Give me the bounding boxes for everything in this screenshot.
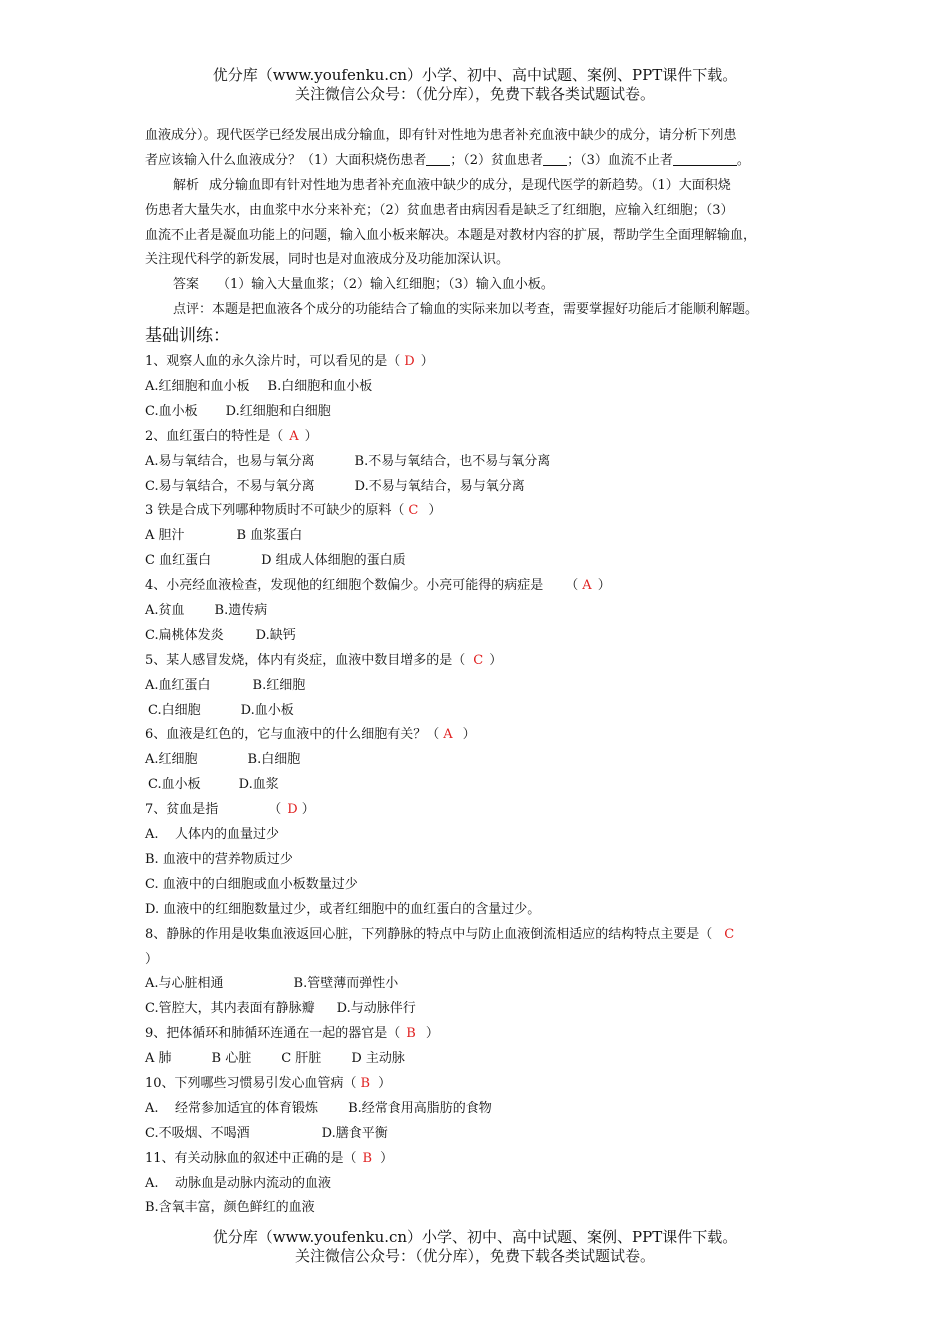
- answer-6: A: [443, 727, 453, 743]
- question-2: 2、血红蛋白的特性是（ A ）: [145, 428, 318, 444]
- answer-5: C: [473, 652, 484, 668]
- question-8: 8、静脉的作用是收集血液返回心脏，下列静脉的特点中与防止血液倒流相适应的结构特点主要是（ C: [145, 926, 735, 942]
- answer-9: B: [406, 1026, 416, 1042]
- options-row: C.扁桃体发炎 D.缺钙: [145, 627, 296, 643]
- intro-line: 血液成分）。现代医学已经发展出成分输血，即有针对性地为患者补充血液中缺少的成分，请分析下列患: [145, 128, 737, 143]
- question-10: 10、下列哪些习惯易引发心血管病（ B ）: [145, 1075, 392, 1091]
- option-line: A. 动脉血是动脉内流动的血液: [145, 1175, 332, 1191]
- answer-line: 答案 （1）输入大量血浆；（2）输入红细胞；（3）输入血小板。: [173, 277, 554, 293]
- options-row: C.血小板 D.血浆: [148, 777, 279, 793]
- question-6: 6、血液是红色的，它与血液中的什么细胞有关？（ A ）: [145, 727, 476, 743]
- blank-2: [543, 152, 567, 166]
- analysis-line: 解析 成分输血即有针对性地为患者补充血液中缺少的成分，是现代医学的新趋势。（1）大面积烧: [173, 177, 731, 193]
- analysis-line: 伤患者大量失水，由血浆中水分来补充；（2）贫血患者由病因看是缺乏了红细胞，应输入红细胞；（3）: [145, 202, 734, 218]
- options-row: A 胆汁 B 血浆蛋白: [145, 528, 303, 544]
- options-row: A 肺 B 心脏 C 肝脏 D 主动脉: [145, 1051, 405, 1067]
- answer-3: C: [408, 503, 419, 519]
- document-body: [145, 124, 820, 1221]
- options-row: A.易与氧结合，也易与氧分离 B.不易与氧结合，也不易与氧分离: [145, 453, 551, 469]
- option-line: C. 血液中的白细胞或血小板数量过少: [145, 876, 358, 892]
- blank-1: [426, 152, 450, 166]
- header-line-2: 关注微信公众号：（优分库），免费下载各类试题试卷。: [294, 85, 655, 103]
- option-line: B.含氧丰富，颜色鲜红的血液: [145, 1200, 315, 1216]
- options-row: A.红细胞 B.白细胞: [145, 752, 301, 768]
- answer-2: A: [289, 428, 299, 444]
- question-8-close: ）: [145, 951, 159, 967]
- question-5: 5、某人感冒发烧，体内有炎症，血液中数目增多的是（ C ）: [145, 652, 503, 668]
- footer-line-2: 关注微信公众号：（优分库），免费下载各类试题试卷。: [294, 1247, 655, 1265]
- header-line-1: 优分库（www.youfenku.cn）小学、初中、高中试题、案例、PPT课件下载。: [212, 66, 738, 84]
- analysis-line: 关注现代科学的新发展，同时也是对血液成分及功能加深认识。: [145, 252, 510, 268]
- page-header: [0, 66, 950, 104]
- options-row: C.血小板 D.红细胞和白细胞: [145, 403, 331, 419]
- page-footer: [0, 1228, 950, 1266]
- options-row: C 血红蛋白 D 组成人体细胞的蛋白质: [145, 553, 406, 569]
- answer-1: D: [404, 354, 415, 370]
- answer-8: C: [724, 926, 735, 942]
- options-row: A.血红蛋白 B.红细胞: [145, 677, 306, 693]
- answer-7: D: [287, 802, 298, 818]
- analysis-line: 血流不止者是凝血功能上的问题，输入血小板来解决。本题是对教材内容的扩展，帮助学生全面理解输血，: [145, 227, 757, 243]
- question-9: 9、把体循环和肺循环连通在一起的器官是（ B ）: [145, 1026, 439, 1042]
- options-row: C.管腔大，其内表面有静脉瓣 D.与动脉伴行: [145, 1001, 416, 1017]
- answer-4: A: [582, 578, 592, 594]
- options-row: C.不吸烟、不喝酒 D.膳食平衡: [145, 1125, 388, 1141]
- question-4: 4、小亮经血液检查，发现他的红细胞个数偏少。小亮可能得的病症是 （ A ）: [145, 578, 611, 594]
- options-row: C.易与氧结合，不易与氧分离 D.不易与氧结合，易与氧分离: [145, 478, 525, 494]
- question-11: 11、有关动脉血的叙述中正确的是（ B ）: [145, 1150, 394, 1166]
- options-row: C.白细胞 D.血小板: [148, 702, 294, 718]
- comment-line: 点评：本题是把血液各个成分的功能结合了输血的实际来加以考查，需要掌握好功能后才能顺利解题。: [173, 302, 759, 318]
- options-row: A.与心脏相通 B.管壁薄而弹性小: [145, 976, 399, 992]
- options-row: A. 经常参加适宜的体育锻炼 B.经常食用高脂肪的食物: [145, 1100, 492, 1116]
- options-row: A.红细胞和血小板 B.白细胞和血小板: [145, 379, 373, 395]
- question-3: 3 铁是合成下列哪种物质时不可缺少的原料（ C ）: [145, 503, 442, 519]
- footer-line-1: 优分库（www.youfenku.cn）小学、初中、高中试题、案例、PPT课件下载。: [212, 1228, 738, 1246]
- question-1: 1、观察人血的永久涂片时，可以看见的是（ D ）: [145, 354, 434, 370]
- question-7: 7、贫血是指 （ D ）: [145, 802, 315, 818]
- option-line: D. 血液中的红细胞数量过少，或者红细胞中的血红蛋白的含量过少。: [145, 901, 541, 917]
- option-line: B. 血液中的营养物质过少: [145, 851, 293, 867]
- answer-11: B: [362, 1150, 373, 1166]
- answer-10: B: [360, 1075, 371, 1091]
- section-title: 基础训练：: [145, 326, 230, 347]
- option-line: A. 人体内的血量过少: [145, 827, 280, 843]
- blank-3: [673, 152, 737, 166]
- intro-question-line: 者应该输入什么血液成分？（1）大面积烧伤患者 ；（2）贫血患者 ；（3）血流不止者 。: [145, 152, 750, 168]
- options-row: A.贫血 B.遗传病: [145, 603, 268, 619]
